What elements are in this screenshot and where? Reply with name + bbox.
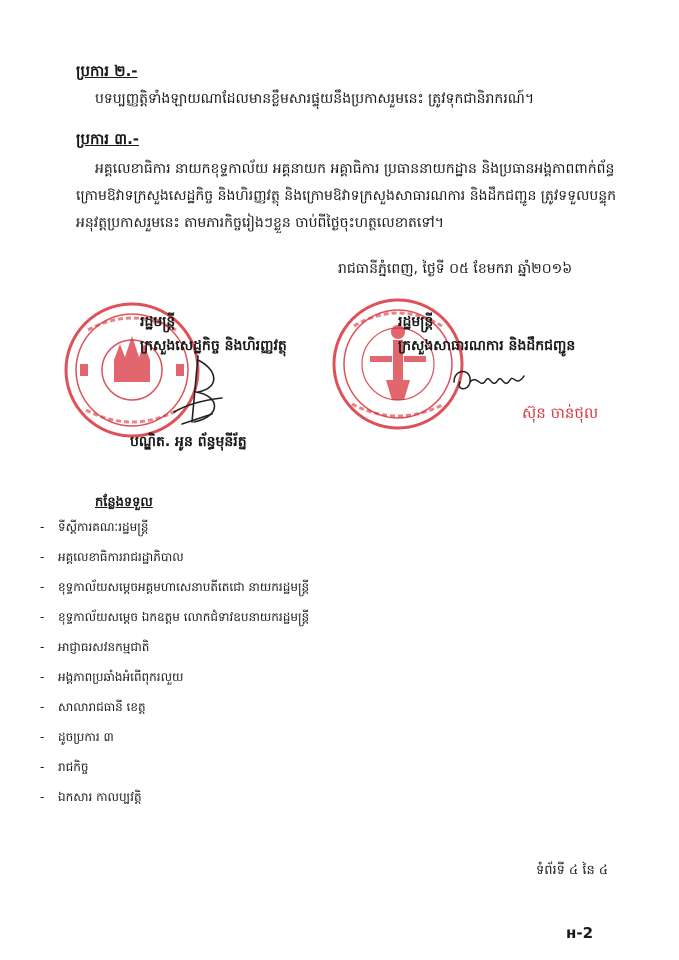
left-handwritten-signature [168,352,228,432]
date-line: រាជធានីភ្នំពេញ, ថ្ងៃទី ០៥ ខែមករា ឆ្នាំ២០១៦ [338,261,573,277]
recipient-item: - អាជ្ញាធរសវនកម្មជាតិ [40,640,150,654]
article3-line-2: ក្រោមឱវាទក្រសួងសេដ្ឋកិច្ច និងហិរញ្ញវត្ថុ និងក្រោមឱវាទក្រសួងសាធារណការ និងដឹកជញ្ជូន ត្រូវទទួលបន្ទុក [76,188,617,204]
recipient-item: - ឯកសារ កាលប្បវត្តិ [40,790,142,804]
left-signer-role: រដ្ឋមន្ត្រី [140,314,176,330]
recipient-item: - ទីស្តីការគណៈរដ្ឋមន្ត្រី [40,520,149,534]
recipient-item: - ខុទ្ទកាល័យសម្តេច ឯកឧត្តម លោកជំទាវឧបនាយករដ្ឋមន្ត្រី [40,610,310,624]
initials-mark: ʜ-2 [566,924,594,942]
left-signer-ministry: ក្រសួងសេដ្ឋកិច្ច និងហិរញ្ញវត្ថុ [140,338,287,354]
recipient-item: - សាលារាជធានី ខេត្ត [40,700,146,714]
recipient-item: - អគ្គលេខាធិការរាជរដ្ឋាភិបាល [40,550,184,564]
recipient-item: - ខុទ្ទកាល័យសម្តេចអគ្គមហាសេនាបតីតេជោ នាយករដ្ឋមន្ត្រី [40,580,310,594]
recipient-item: - ដូចប្រការ ៣ [40,730,114,744]
page-number: ទំព័រទី ៤ នៃ ៤ [536,863,609,878]
recipients-list [40,516,309,816]
right-handwritten-signature [448,360,528,400]
right-signer-name: ស៊ុន ចាន់ថុល [522,404,599,422]
recipients-title: កន្លែងទទួល [95,495,153,510]
article3-heading: ប្រការ ៣.- [76,130,139,148]
article2-heading: ប្រការ ២.- [76,62,138,80]
article2-text: បទប្បញ្ញត្តិទាំងឡាយណាដែលមានខ្លឹមសារផ្ទុយនឹងប្រកាសរួមនេះ ត្រូវទុកជានិរាករណ៍។ [95,91,535,107]
recipient-item: - អង្គភាពប្រឆាំងអំពើពុករលួយ [40,670,184,684]
article3-line-1: អគ្គលេខាធិការ នាយកខុទ្ទកាល័យ អគ្គនាយក អគ្គាធិការ ប្រធាននាយកដ្ឋាន និងប្រធានអង្គភាពពាក់ព័ន្ធ [95,161,615,177]
left-signer-name: បណ្ឌិត. អូន ព័ន្ធមុនីរ័ត្ន [130,434,247,450]
right-signer-ministry: ក្រសួងសាធារណការ និងដឹកជញ្ជូន [398,338,576,354]
recipient-item: - រាជកិច្ច [40,760,89,774]
article3-line-3: អនុវត្តប្រកាសរួមនេះ តាមភារកិច្ចរៀងៗខ្លួន ចាប់ពីថ្ងៃចុះហត្ថលេខាតទៅ។ [76,215,444,231]
right-signer-role: រដ្ឋមន្ត្រី [398,314,434,330]
